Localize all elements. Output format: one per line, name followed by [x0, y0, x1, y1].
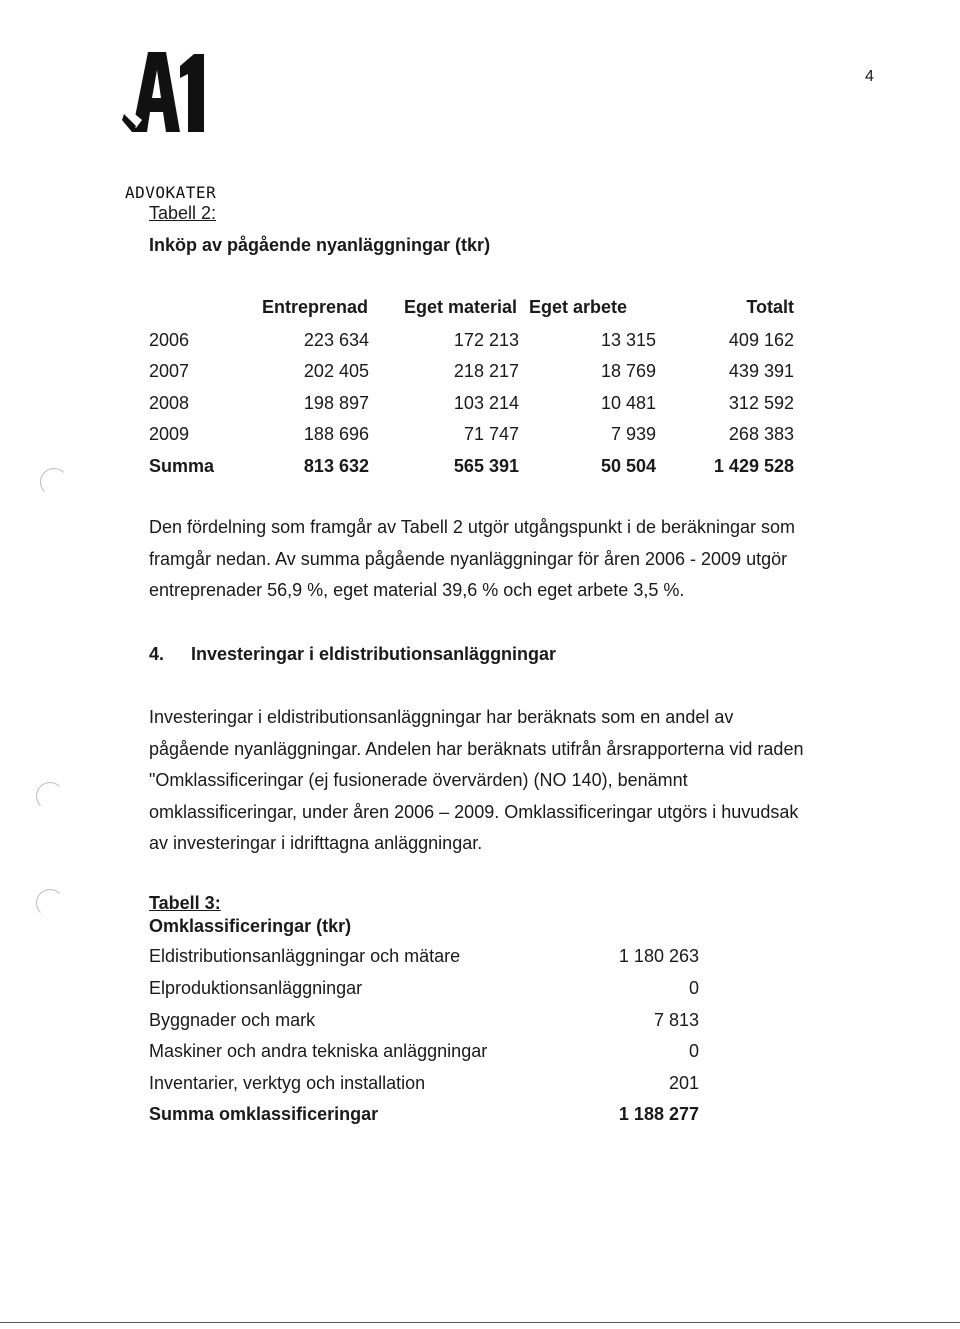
table2-header-cell: Eget arbete — [529, 297, 628, 317]
table-row — [0, 946, 960, 970]
table2-cell: 2009 — [149, 424, 190, 444]
bottom-rule — [0, 1322, 960, 1323]
scan-artifact — [36, 889, 64, 917]
table-row — [0, 330, 960, 354]
table2-header-cell: Eget material — [404, 297, 518, 317]
table3-value: 1 180 263 — [618, 946, 699, 966]
paragraph-line: "Omklassificeringar (ej fusionerade övervärden) (NO 140), benämnt — [149, 770, 688, 790]
table-row — [0, 393, 960, 417]
table2-cell: 7 939 — [610, 424, 656, 444]
table3-value: 7 813 — [653, 1010, 699, 1030]
table2-cell: Summa — [149, 456, 215, 476]
table-row — [0, 1010, 960, 1034]
table3-sum-row — [0, 1104, 960, 1128]
table3-value: 0 — [688, 978, 699, 998]
table2-cell: 2006 — [149, 330, 190, 350]
table2-cell: 202 405 — [303, 361, 369, 381]
table2-cell: 268 383 — [728, 424, 794, 444]
logo-text: ADVOKATER — [125, 183, 217, 202]
section-heading — [149, 644, 556, 665]
table2-cell: 2008 — [149, 393, 190, 413]
table2-cell: 813 632 — [303, 456, 369, 476]
table2-cell: 439 391 — [728, 361, 794, 381]
paragraph-line: entreprenader 56,9 %, eget material 39,6 % och eget arbete 3,5 %. — [149, 580, 685, 600]
table3-subtitle: Omklassificeringar (tkr) — [149, 916, 352, 936]
table2-sum-row — [0, 456, 960, 480]
table2-header-cell: Totalt — [746, 297, 794, 317]
table3-caption: Tabell 3: — [149, 893, 221, 913]
table2-cell: 172 213 — [453, 330, 519, 350]
table2-cell: 13 315 — [600, 330, 656, 350]
table2-cell: 1 429 528 — [713, 456, 794, 476]
table2-caption: Tabell 2: — [149, 203, 217, 223]
table2-cell: 10 481 — [600, 393, 656, 413]
table3-label: Summa omklassificeringar — [149, 1104, 379, 1124]
paragraph-line: omklassificeringar, under åren 2006 – 2009. Omklassificeringar utgörs i huvudsak — [149, 801, 799, 822]
table2-cell: 103 214 — [453, 393, 519, 413]
page-number: 4 — [865, 68, 874, 85]
company-logo — [122, 48, 217, 202]
paragraph-line: Den fördelning som framgår av Tabell 2 utgör utgångspunkt i de beräkningar som — [149, 517, 796, 537]
paragraph-line: Investeringar i eldistributionsanläggningar har beräknats som en andel av — [149, 707, 734, 727]
scan-artifact — [40, 468, 68, 496]
paragraph-investments — [149, 702, 829, 860]
table-row — [0, 978, 960, 1002]
table-row — [0, 424, 960, 448]
table3-label: Maskiner och andra tekniska anläggningar — [149, 1041, 488, 1061]
table2-cell: 565 391 — [453, 456, 519, 476]
table-row — [0, 1073, 960, 1097]
table-row — [0, 1041, 960, 1065]
table2-cell: 198 897 — [303, 393, 369, 413]
table2-header-row — [0, 297, 960, 321]
table2-cell: 223 634 — [303, 330, 369, 350]
table2-header-cell: Entreprenad — [262, 297, 369, 317]
section-title: Investeringar i eldistributionsanläggningar — [191, 644, 557, 664]
paragraph-line: pågående nyanläggningar. Andelen har beräknats utifrån årsrapporterna vid raden — [149, 738, 804, 759]
paragraph-line: framgår nedan. Av summa pågående nyanläggningar för åren 2006 - 2009 utgör — [149, 548, 788, 569]
table2-cell: 18 769 — [600, 361, 656, 381]
table3-label: Eldistributionsanläggningar och mätare — [149, 946, 461, 966]
table3-label: Inventarier, verktyg och installation — [149, 1073, 426, 1093]
table3-value: 0 — [688, 1041, 699, 1061]
section-number: 4. — [149, 644, 165, 664]
table2-cell: 71 747 — [463, 424, 519, 444]
table2-cell: 218 217 — [453, 361, 519, 381]
scan-artifact — [36, 782, 64, 810]
table3-label: Elproduktionsanläggningar — [149, 978, 363, 998]
table2-cell: 312 592 — [728, 393, 794, 413]
paragraph-line: av investeringar i idrifttagna anläggningar. — [149, 833, 483, 853]
table2-cell: 409 162 — [728, 330, 794, 350]
table2-cell: 188 696 — [303, 424, 369, 444]
table3-value: 201 — [668, 1073, 699, 1093]
table3-value: 1 188 277 — [618, 1104, 699, 1124]
table2-cell: 50 504 — [600, 456, 656, 476]
table2-subtitle: Inköp av pågående nyanläggningar (tkr) — [149, 235, 491, 255]
a1-logo-icon — [122, 48, 212, 138]
table-row — [0, 361, 960, 385]
table3-label: Byggnader och mark — [149, 1010, 316, 1030]
paragraph-table2-summary — [149, 512, 829, 607]
table2-cell: 2007 — [149, 361, 190, 381]
